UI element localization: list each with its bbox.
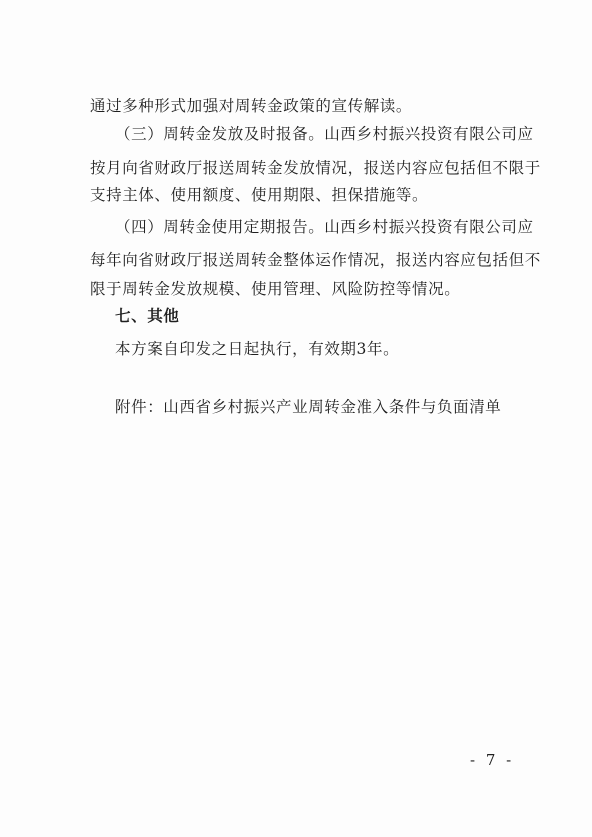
effective-date-line: 本方案自印发之日起执行，有效期3年。	[115, 340, 400, 358]
subsection-3-line-2: 按月向省财政厅报送周转金发放情况，报送内容应包括但不限于	[90, 159, 541, 177]
paragraph-line-1: 通过多种形式加强对周转金政策的宣传解读。	[90, 97, 413, 115]
subsection-3-line-3: 支持主体、使用额度、使用期限、担保措施等。	[90, 186, 429, 204]
subsection-3-line-1: （三）周转金发放及时报备。山西乡村振兴投资有限公司应	[115, 125, 534, 143]
page-number: - 7 -	[470, 751, 515, 769]
subsection-4-line-2: 每年向省财政厅报送周转金整体运作情况，报送内容应包括但不	[90, 251, 541, 269]
section-heading-other: 七、其他	[115, 307, 180, 325]
subsection-4-line-3: 限于周转金发放规模、使用管理、风险防控等情况。	[90, 280, 461, 298]
attachment-line: 附件：山西省乡村振兴产业周转金准入条件与负面清单	[115, 398, 502, 416]
subsection-4-line-1: （四）周转金使用定期报告。山西乡村振兴投资有限公司应	[115, 218, 534, 236]
